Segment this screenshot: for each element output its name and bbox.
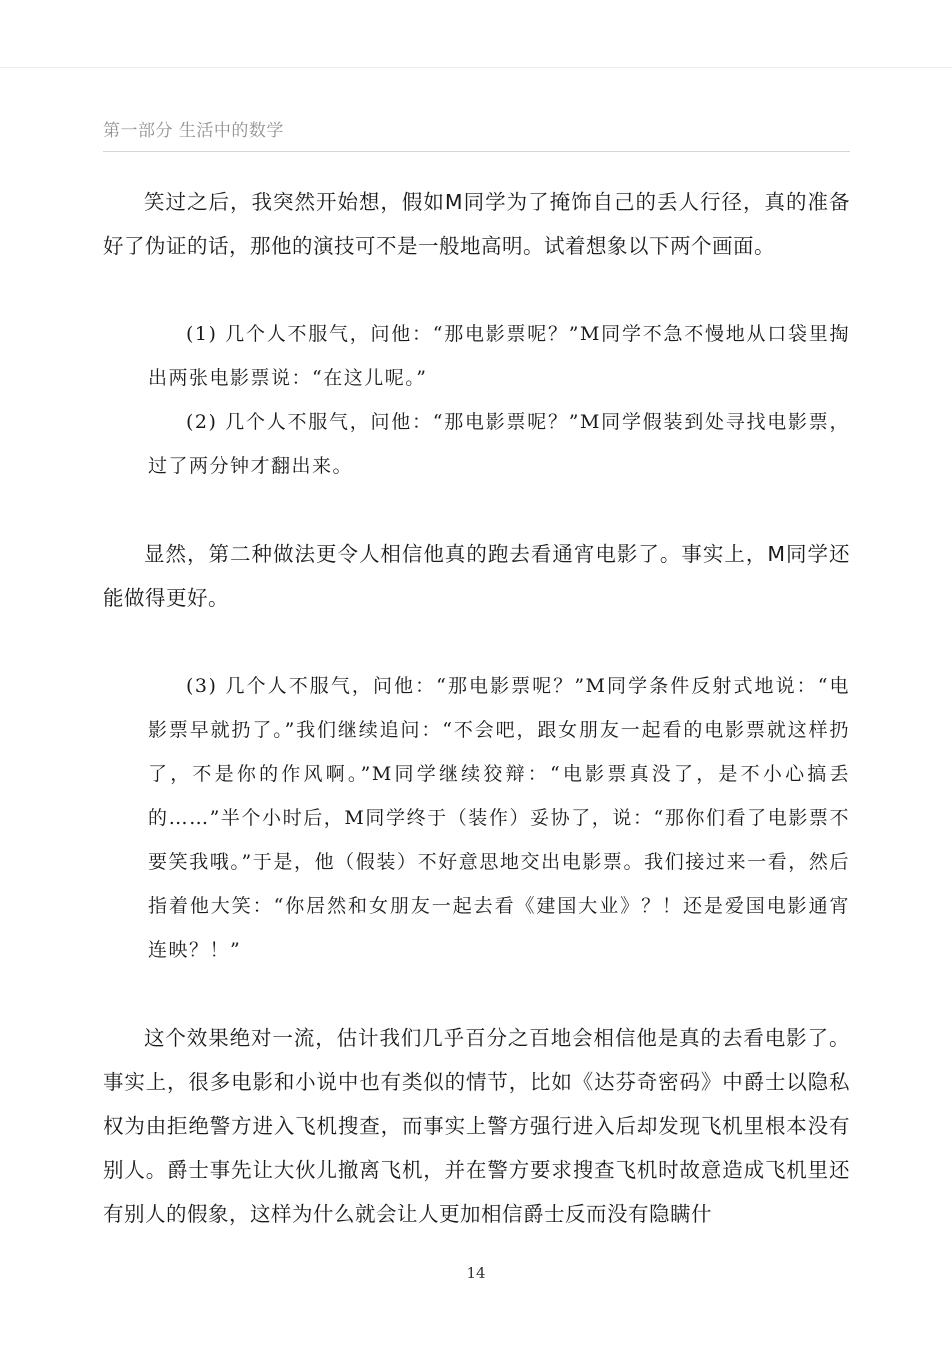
paragraph-1: 笑过之后，我突然开始想，假如M同学为了掩饰自己的丢人行径，真的准备好了伪证的话，那他的演技可不是一般地高明。试着想象以下两个画面。 bbox=[103, 190, 850, 258]
quote-item-2: (2) 几个人不服气，问他：“那电影票呢？”M同学假装到处寻找电影票，过了两分钟才翻出来。 bbox=[148, 411, 850, 477]
running-header: 第一部分 生活中的数学 bbox=[103, 121, 284, 141]
header-divider bbox=[103, 151, 850, 152]
paragraph-2: 显然，第二种做法更令人相信他真的跑去看通宵电影了。事实上，M同学还能做得更好。 bbox=[103, 542, 850, 610]
page-number: 14 bbox=[466, 1264, 486, 1282]
quote-item-3: (3) 几个人不服气，问他：“那电影票呢？”M同学条件反射式地说：“电影票早就扔了。”我们继续追问：“不会吧，跟女朋友一起看的电影票就这样扔了，不是你的作风啊。”M同学继续狡辩：“电影票真没了，是不小心搞丢的……”半个小时后，M同学终于（装作）妥协了，说：“那你们看了电影票不要笑我哦。”于是，他（假装）不好意思地交出电影票。我们接过来一看，然后指着他大笑：“你居然和女朋友一起去看《建国大业》？！还是爱国电影通宵连映？！” bbox=[148, 675, 850, 961]
page-body bbox=[103, 180, 850, 1236]
top-divider bbox=[0, 67, 952, 68]
quote-item-1: (1) 几个人不服气，问他：“那电影票呢？”M同学不急不慢地从口袋里掏出两张电影票说：“在这儿呢。” bbox=[148, 323, 850, 389]
paragraph-3: 这个效果绝对一流，估计我们几乎百分之百地会相信他是真的去看电影了。事实上，很多电影和小说中也有类似的情节，比如《达芬奇密码》中爵士以隐私权为由拒绝警方进入飞机搜查，而事实上警方强行进入后却发现飞机里根本没有别人。爵士事先让大伙儿撤离飞机，并在警方要求搜查飞机时故意造成飞机里还有别人的假象，这样为什么就会让人更加相信爵士反而没有隐瞒什 bbox=[103, 1026, 850, 1226]
